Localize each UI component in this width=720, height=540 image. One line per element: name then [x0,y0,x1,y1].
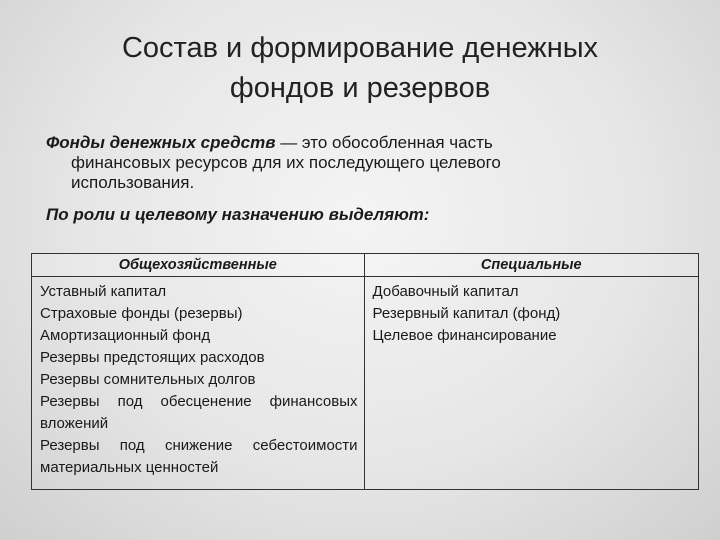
slide-title-line-2: фондов и резервов [229,72,491,104]
definition-text-line-3: использования. [71,173,195,192]
list-item: Резервы предстоящих расходов [40,349,265,366]
definition-term: Фонды денежных средств [46,133,276,152]
list-item: Амортизационный фонд [40,327,211,344]
list-item: Резервный капитал (фонд) [372,305,561,322]
table-row [32,277,699,490]
definition-dash: — [275,133,302,152]
list-item: Добавочный капитал [372,283,519,300]
definition-paragraph [46,133,686,193]
list-item: Резервы под снижение себестоимости материальных ценностей [40,437,358,476]
list-item: Страховые фонды (резервы) [40,305,243,322]
definition-text-line-1: это обособленная часть [301,133,493,152]
list-item: Уставный капитал [40,283,167,300]
list-item: Резервы сомнительных долгов [40,371,256,388]
header-general: Общехозяйственные [32,254,365,277]
table-header-row [32,254,699,277]
classification-subheading: По роли и целевому назначению выделяют: [46,205,430,224]
definition-first-line [46,133,686,153]
general-funds-cell [32,277,365,490]
header-special: Специальные [364,254,698,277]
list-item: Целевое финансирование [372,327,557,344]
list-item: Резервы под обесценение финансовых вложений [40,393,358,432]
funds-table [31,253,699,490]
slide-title-line-1: Состав и формирование денежных [121,32,599,64]
slide-title [60,28,660,108]
special-funds-cell [364,277,698,490]
definition-text-line-2: финансовых ресурсов для их последующего целевого [71,153,501,172]
